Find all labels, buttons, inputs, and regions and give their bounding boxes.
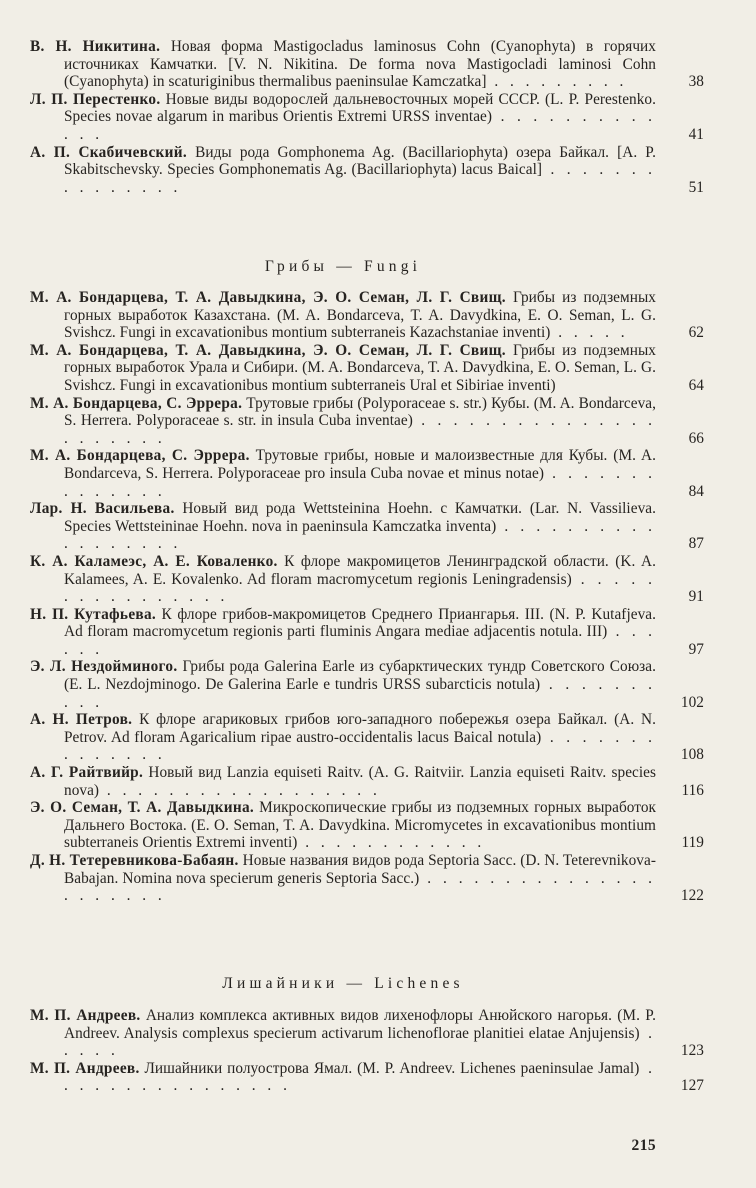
- toc-entry: [30, 1059, 704, 1095]
- entry-title: Новые виды водорослей дальневосточных морей СССР. (L. P. Perestenko. Species novae algarum in maribus Orientis Extremi URSS inventae): [64, 90, 657, 126]
- entry-page-number: 108: [680, 746, 704, 764]
- entry-title: Новый вид рода Wettsteinina Hoehn. с Камчатки. (Lar. N. Vassilieva. Species Wettsteininae Hoehn. nova in paeninsula Kamczatka inventa): [64, 500, 656, 535]
- page-number-folio: 215: [631, 1137, 656, 1154]
- entry-title: Трутовые грибы (Polyporaceae s. str.) Кубы. (M. A. Bondarceva, S. Herrera. Polyporaceae s. str. in insula Cuba inventae): [64, 394, 657, 430]
- entry-page-number: 62: [688, 324, 704, 342]
- heading-lichenes: Лишайники — Lichenes: [222, 975, 464, 992]
- toc-entry: [30, 289, 704, 342]
- toc-entry: [30, 799, 704, 852]
- entry-leader-dots: . . . . . . . . . . . . . . . .: [64, 1059, 656, 1095]
- entry-leader-dots: . . . . . . . . . . . . . . .: [64, 161, 656, 196]
- toc-entry: [30, 143, 704, 197]
- entry-title: Трутовые грибы, новые и малоизвестные для Кубы. (M. A. Bondarceva, S. Herrera. Polyporaceae pro insula Cuba novae et minus notae): [64, 447, 656, 482]
- toc-entry: [30, 341, 704, 395]
- entry-authors: К. А. Каламеэс, А. Е. Коваленко.: [30, 552, 278, 570]
- entry-authors: А. П. Скабичевский.: [30, 143, 188, 161]
- entry-page-number: 116: [681, 781, 704, 799]
- entry-page-number: 97: [688, 640, 704, 658]
- entry-authors: Э. Л. Нездойминого.: [30, 658, 178, 676]
- entry-leader-dots: . . . . . . . . . . . . . . . .: [64, 570, 656, 606]
- toc-entry: [30, 394, 704, 448]
- entry-title: К флоре макромицетов Ленинградской области. (K. A. Kalamees, A. E. Kovalenko. Ad floram macromycetum regionis Leningradensis): [64, 552, 656, 588]
- entry-page-number: 38: [688, 73, 704, 91]
- entry-page-number: 66: [688, 429, 704, 447]
- toc-entry: [30, 552, 704, 606]
- entry-leader-dots: . . . . . . . . . . . . .: [64, 108, 656, 143]
- entry-leader-dots: . . . . .: [550, 324, 629, 342]
- entry-authors: М. П. Андреев.: [30, 1007, 141, 1024]
- entries-fungi-section: [30, 289, 704, 905]
- entry-page-number: 84: [688, 482, 704, 500]
- entry-authors: Лар. Н. Васильева.: [30, 500, 175, 518]
- entry-leader-dots: . . . . . . . . . . . .: [297, 834, 486, 852]
- entry-title: К флоре агариковых грибов юго-западного побережья озера Байкал. (A. N. Petrov. Ad floram Agaricalium ripae austro-occidentalis lacus Baical notula): [64, 711, 656, 746]
- entry-title: Новые названия видов рода Septoria Sacc. (D. N. Teterevnikova-Babajan. Nomina nova specierum generis Septoria Sacc.): [64, 852, 656, 887]
- entry-leader-dots: . . . . . . . . . . . . . .: [64, 464, 656, 500]
- toc-entry: [30, 38, 704, 91]
- entry-page-number: 119: [681, 834, 704, 852]
- toc-entry: [30, 658, 704, 711]
- entry-title: Анализ комплекса активных видов лихенофлоры Анюйского нагорья. (M. P. Andreev. Analysis complexus specierum activarum lichenoflorae planitiei elatae Anjujensis): [64, 1007, 656, 1042]
- heading-fungi: Грибы — Fungi: [264, 258, 422, 275]
- entry-title: Грибы рода Galerina Earle из субарктических тундр Советского Союза. (E. L. Nezdojminogo. De Galerina Earle e tundris URSS subarcticis notula): [64, 658, 656, 694]
- entries-lichenes-section: [30, 1007, 704, 1095]
- entries-top-section: [30, 38, 704, 196]
- entry-leader-dots: . . . . . .: [64, 623, 656, 658]
- entry-authors: Л. П. Перестенко.: [30, 90, 161, 108]
- toc-entry: [30, 90, 704, 144]
- entry-page-number: 91: [688, 588, 704, 606]
- entry-authors: М. А. Бондарцева, Т. А. Давыдкина, Э. О. Семан, Л. Г. Свищ.: [30, 289, 506, 306]
- entry-leader-dots: . . . . . . . . . . . . . . . . . .: [64, 517, 656, 553]
- entry-authors: М. А. Бондарцева, Т. А. Давыдкина, Э. О. Семан, Л. Г. Свищ.: [30, 341, 506, 359]
- entry-title: Грибы из подземных горных выработок Казахстана. (M. A. Bondarceva, T. A. Davydkina, E. O. Seman, L. G. Svishcz. Fungi in excavationibus montium subterraneis Kazachstaniae inventi): [64, 289, 656, 342]
- entry-leader-dots: . . . . .: [64, 1024, 656, 1060]
- entry-authors: В. Н. Никитина.: [30, 38, 161, 55]
- toc-entry: [30, 852, 704, 905]
- entry-leader-dots: . . . . . . . . . . . . . .: [64, 728, 656, 764]
- entry-authors: Н. П. Кутафьева.: [30, 605, 157, 623]
- toc-entry: [30, 447, 704, 500]
- entry-title: Микроскопические грибы из подземных горных выработок Дальнего Востока. (E. O. Seman, T. A. Davydkina. Micromycetes in excavationibus montium subterraneis Orientis Extremi inventi): [64, 799, 657, 852]
- entry-page-number: 41: [688, 125, 704, 143]
- entry-page-number: 87: [688, 535, 704, 553]
- entry-leader-dots: . . . . . . . . . . . . . . . . . . . . . .: [64, 412, 656, 447]
- entry-leader-dots: . . . . . . . . .: [486, 73, 628, 91]
- entry-title: К флоре грибов-макромицетов Среднего Приангарья. III. (N. P. Kutafjeva. Ad floram macromycetum regionis parti fluminis Angara mediae adjacentis notula. III): [64, 605, 656, 641]
- entry-page-number: 51: [688, 178, 704, 196]
- entry-authors: Э. О. Семан, Т. А. Давыдкина.: [30, 799, 255, 817]
- entry-title: Лишайники полуострова Ямал. (M. P. Andreev. Lichenes paeninsulae Jamal): [139, 1059, 640, 1077]
- toc-entry: [30, 711, 704, 764]
- entry-title: Новая форма Mastigocladus laminosus Cohn (Cyanophyta) в горячих источниках Камчатки. [V. N. Nikitina. De forma nova Mastigocladi laminosi Cohn (Cyanophyta) in scaturiginibus thermalibus paeninsulae Kamczatka]: [64, 38, 656, 91]
- entry-page-number: 123: [680, 1042, 704, 1060]
- entry-page-number: 122: [680, 887, 704, 905]
- entry-authors: М. А. Бондарцева, С. Эррера.: [30, 447, 250, 465]
- entry-leader-dots: . . . . . . . . . .: [64, 676, 656, 711]
- entry-title: Виды рода Gomphonema Ag. (Bacillariophyta) озера Байкал. [A. P. Skabitschevsky. Species Gomphonematis Ag. (Bacillariophyta) lacus Baical]: [64, 143, 657, 179]
- toc-entry: [30, 500, 704, 553]
- entry-page-number: 64: [688, 376, 704, 394]
- entry-authors: Д. Н. Тетеревникова-Бабаян.: [30, 852, 239, 869]
- entry-leader-dots: . . . . . . . . . . . . . . . . . .: [99, 781, 381, 799]
- entry-title: Грибы из подземных горных выработок Урала и Сибири. (M. A. Bondarceva, T. A. Davydkina, E. O. Seman, L. G. Svishcz. Fungi in excavationibus montium subterraneis Ural et Sibiriae inventi): [64, 341, 656, 394]
- toc-entry: [30, 605, 704, 659]
- entry-authors: А. Н. Петров.: [30, 711, 133, 729]
- entry-authors: М. А. Бондарцева, С. Эррера.: [30, 394, 243, 412]
- entry-leader-dots: . . . . . . . . . . . . . . . . . . . . . .: [64, 869, 656, 905]
- entry-authors: М. П. Андреев.: [30, 1059, 140, 1077]
- entry-authors: А. Г. Райтвийр.: [30, 764, 144, 782]
- entry-page-number: 127: [680, 1077, 704, 1095]
- entry-title: Новый вид Lanzia equiseti Raitv. (A. G. Raitviir. Lanzia equiseti Raitv. species nova): [64, 764, 657, 799]
- toc-entry: [30, 1007, 704, 1060]
- entry-page-number: 102: [680, 693, 704, 711]
- toc-entry: [30, 764, 704, 799]
